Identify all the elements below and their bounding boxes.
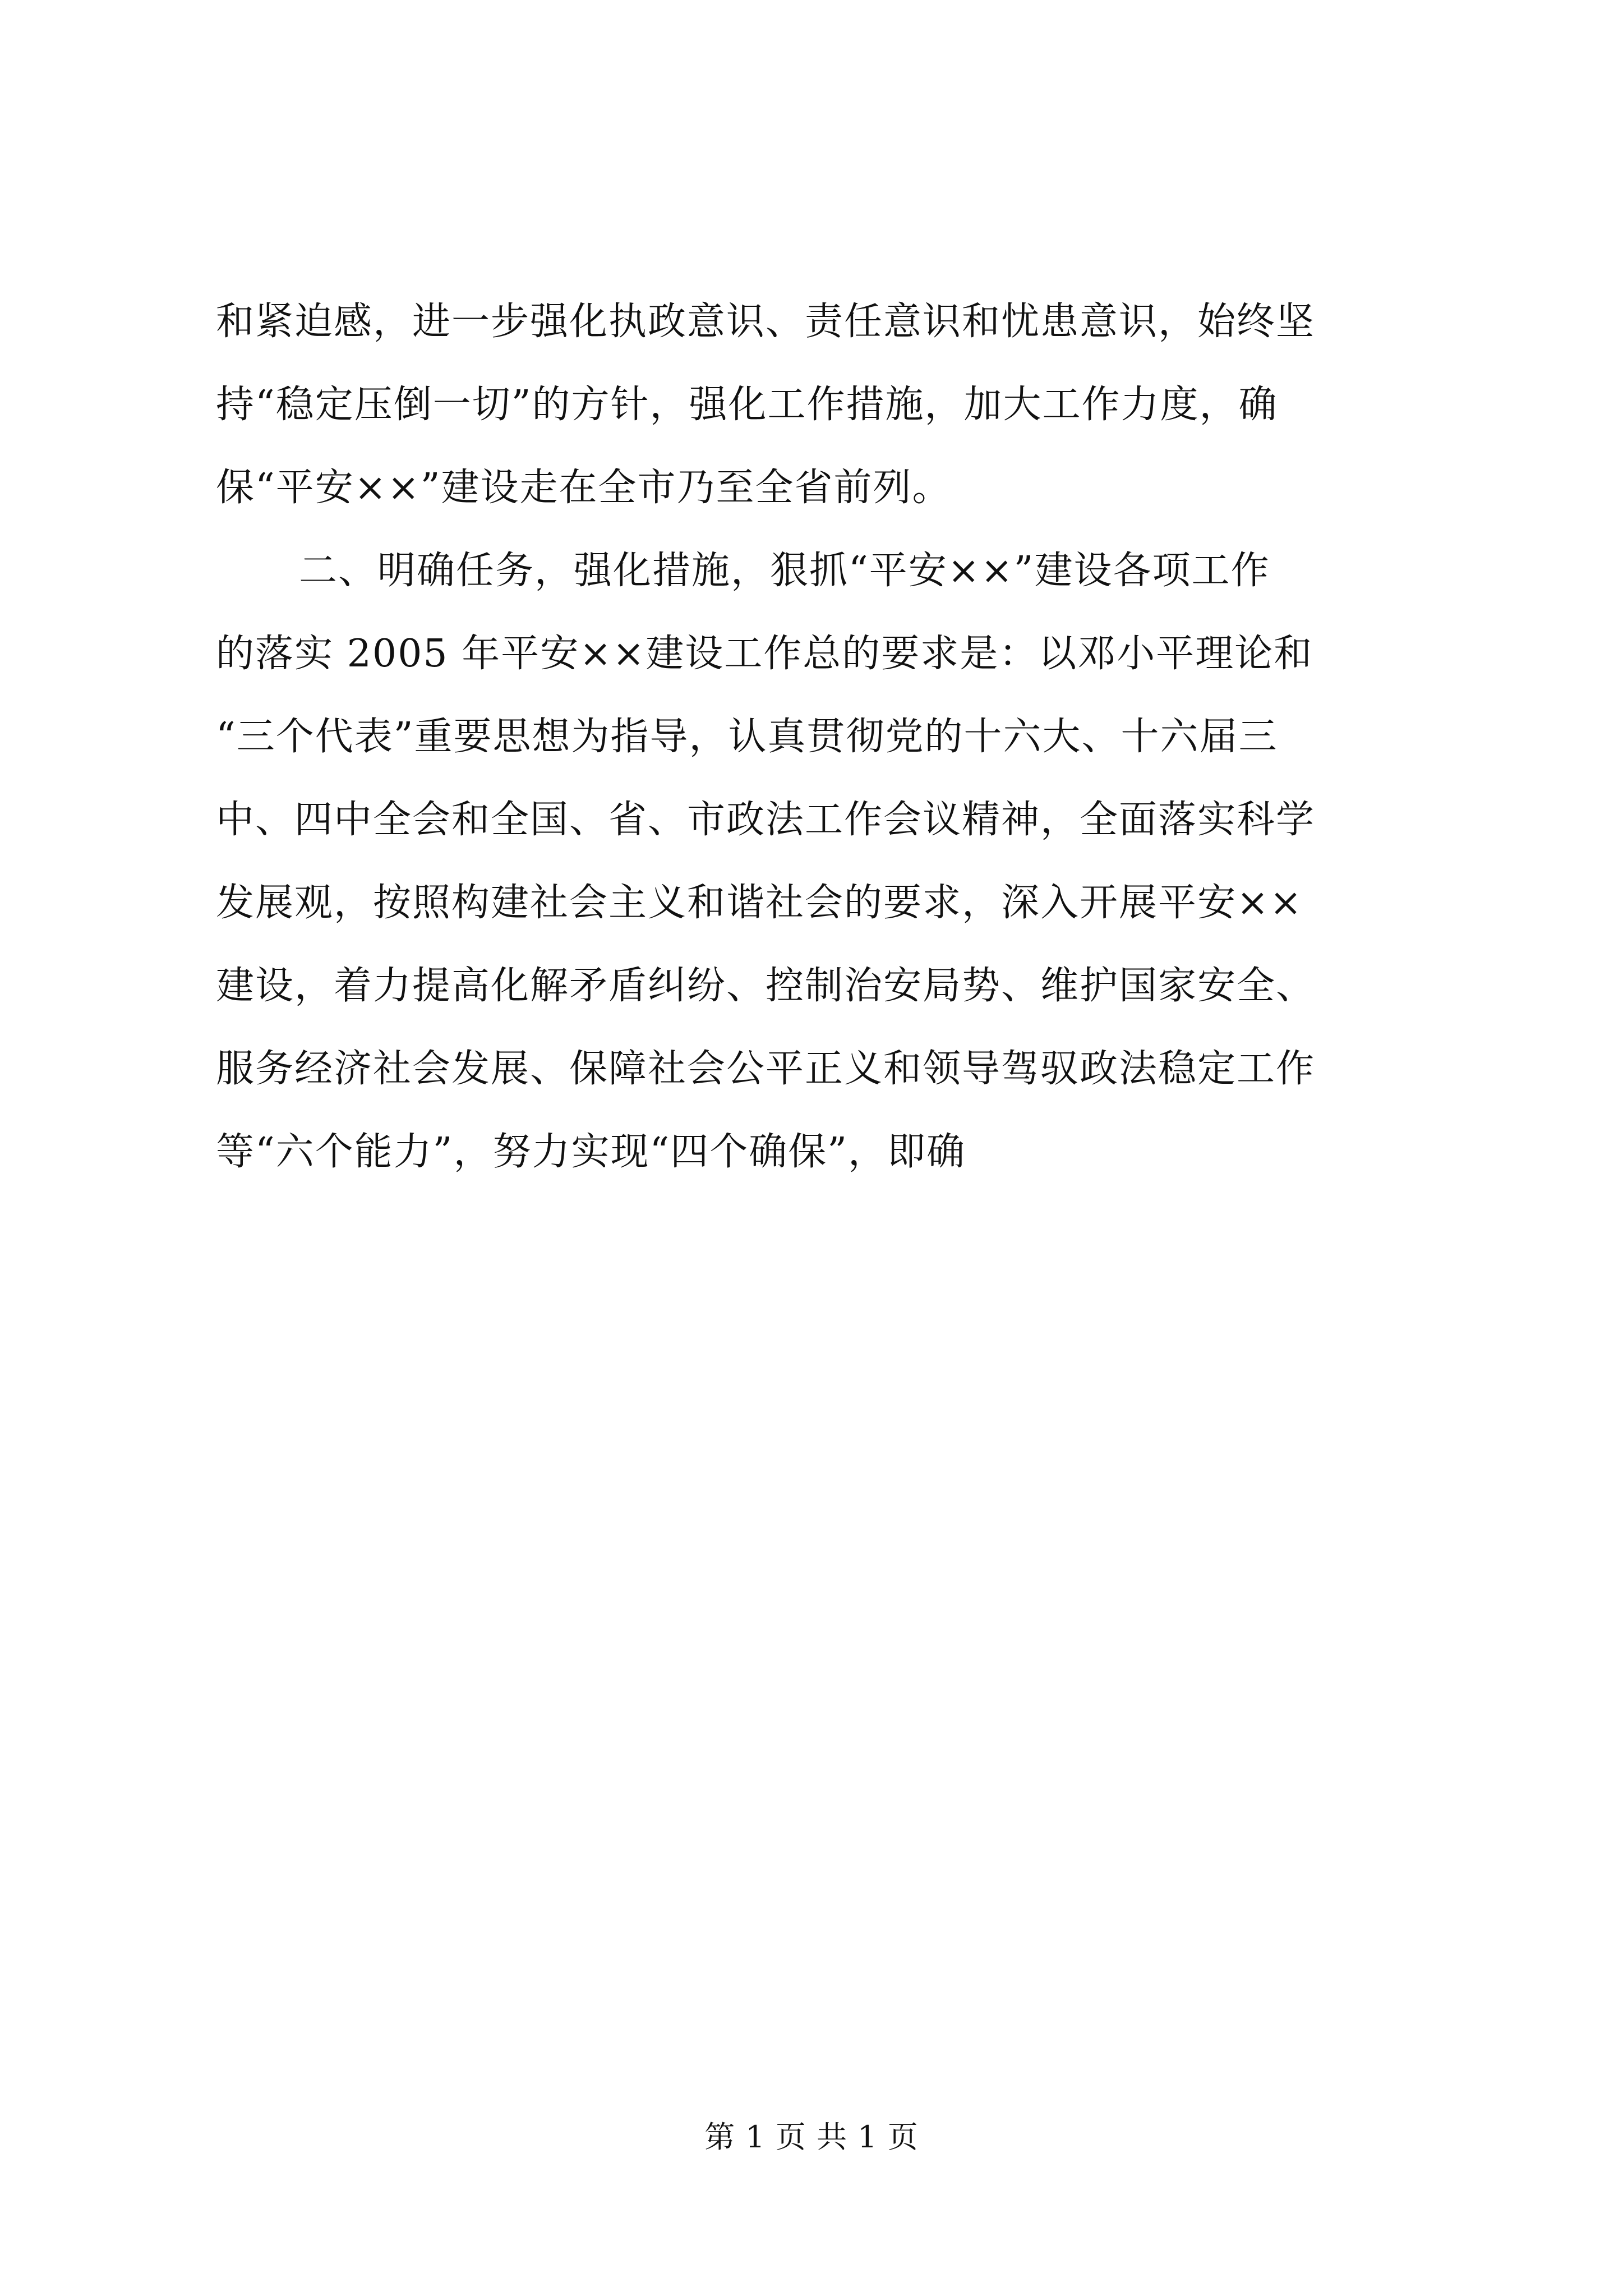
text-line: 持“稳定压倒一切”的方针，强化工作措施，加大工作力度，确: [216, 383, 1278, 427]
text-line: “三个代表”重要思想为指导，认真贯彻党的十六大、十六届三: [216, 715, 1278, 759]
section-heading-line: 二、明确任务，强化措施，狠抓“平安××”建设各项工作: [299, 549, 1270, 593]
text-line: 中、四中全会和全国、省、市政法工作会议精神，全面落实科学: [216, 798, 1316, 842]
text-line: 的落实 2005 年平安××建设工作总的要求是：以邓小平理论和: [216, 632, 1313, 676]
document-body: [216, 280, 1427, 1194]
text-line: 和紧迫感，进一步强化执政意识、责任意识和忧患意识，始终坚: [216, 300, 1316, 344]
text-line: 等“六个能力”，努力实现“四个确保”，即确: [216, 1130, 966, 1174]
text-line: 服务经济社会发展、保障社会公平正义和领导驾驭政法稳定工作: [216, 1047, 1316, 1091]
text-line: 保“平安××”建设走在全市乃至全省前列。: [216, 466, 952, 510]
text-line: 建设，着力提高化解矛盾纠纷、控制治安局势、维护国家安全、: [216, 964, 1316, 1008]
page-footer: 第 1 页 共 1 页: [704, 2119, 919, 2155]
text-line: 发展观，按照构建社会主义和谐社会的要求，深入开展平安××: [216, 881, 1303, 925]
